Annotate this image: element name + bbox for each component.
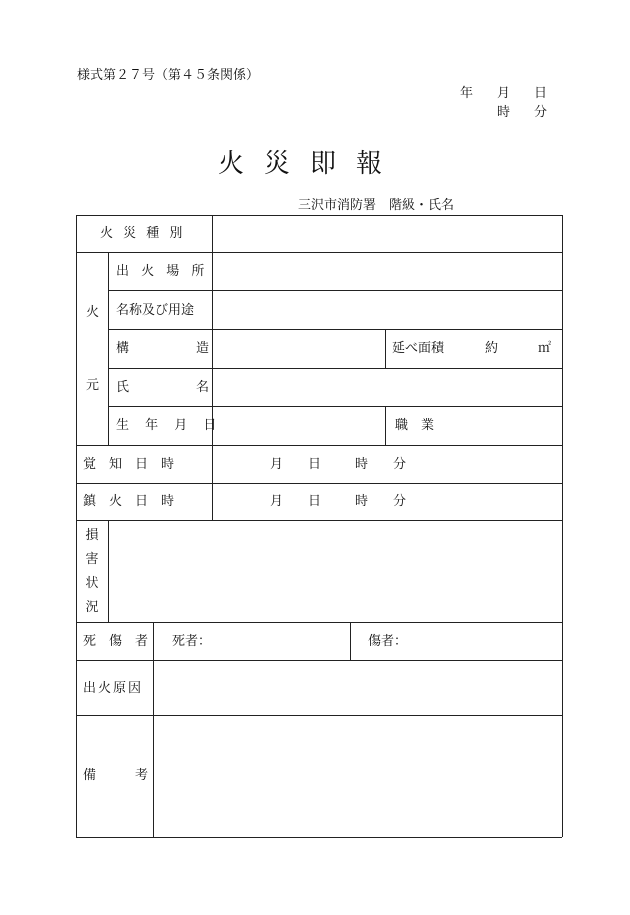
birth-date-field[interactable]	[213, 407, 384, 444]
date-day-label: 日	[534, 86, 548, 101]
damage-char: 害	[85, 552, 99, 567]
row-line	[76, 445, 562, 446]
reporter-line: 三沢市消防署 階級・氏名	[298, 198, 455, 213]
extinguished-month-label: 月	[270, 494, 284, 509]
table-border-left	[76, 215, 77, 837]
fire-place-field[interactable]	[213, 253, 561, 289]
floor-area-approx: 約	[485, 341, 499, 356]
detected-month-label: 月	[270, 457, 284, 472]
damage-char: 況	[85, 600, 99, 615]
column-line	[385, 406, 386, 445]
remarks-label-left: 備	[83, 768, 97, 783]
fire-type-field[interactable]	[213, 216, 561, 251]
detected-hour-label: 時	[355, 457, 369, 472]
name-use-label: 名称及び用途	[116, 303, 195, 318]
row-line	[76, 483, 562, 484]
time-hour-label: 時	[497, 105, 511, 120]
extinguished-day-label: 日	[308, 494, 322, 509]
detected-time-label: 覚 知 日 時	[83, 457, 175, 472]
structure-field[interactable]	[213, 330, 384, 367]
document-title: 火災即報	[218, 149, 403, 179]
remarks-field[interactable]	[154, 716, 561, 836]
owner-name-field[interactable]	[213, 369, 561, 405]
extinguished-time-label: 鎮 火 日 時	[83, 494, 175, 509]
damage-char: 状	[85, 576, 99, 591]
table-border-right	[562, 215, 563, 837]
origin-group-label-top: 火	[86, 305, 100, 320]
extinguished-hour-label: 時	[355, 494, 369, 509]
column-line	[385, 329, 386, 368]
row-line	[76, 622, 562, 623]
fire-type-label: 火 災 種 別	[100, 226, 186, 241]
detected-day-label: 日	[308, 457, 322, 472]
floor-area-unit: ㎡	[538, 341, 552, 356]
table-border-bottom	[76, 837, 562, 838]
casualties-label: 死 傷 者	[83, 634, 149, 649]
time-minute-label: 分	[534, 105, 548, 120]
deaths-label: 死者：	[172, 634, 212, 649]
column-line	[108, 252, 109, 445]
damage-status-label	[84, 524, 100, 620]
remarks-label-right: 考	[135, 768, 149, 783]
fire-place-label: 出 火 場 所	[116, 264, 209, 279]
structure-label-right: 造	[196, 341, 210, 356]
cause-label: 出火原因	[83, 681, 144, 696]
date-year-label: 年	[460, 86, 474, 101]
owner-label-right: 名	[196, 380, 210, 395]
date-month-label: 月	[497, 86, 511, 101]
name-use-field[interactable]	[213, 291, 561, 328]
occupation-label: 職 業	[395, 418, 435, 433]
detected-minute-label: 分	[393, 457, 407, 472]
cause-field[interactable]	[154, 661, 561, 714]
structure-label-left: 構	[116, 341, 130, 356]
origin-group-label-bottom: 元	[86, 378, 100, 393]
damage-status-field[interactable]	[109, 521, 561, 621]
form-number: 様式第２７号（第４５条関係）	[77, 68, 260, 83]
birth-date-label: 生 年 月 日	[116, 418, 223, 433]
floor-area-label: 延べ面積	[392, 341, 445, 356]
owner-label-left: 氏	[116, 380, 130, 395]
column-line	[350, 622, 351, 660]
injured-label: 傷者：	[368, 634, 408, 649]
extinguished-minute-label: 分	[393, 494, 407, 509]
damage-char: 損	[85, 528, 99, 543]
